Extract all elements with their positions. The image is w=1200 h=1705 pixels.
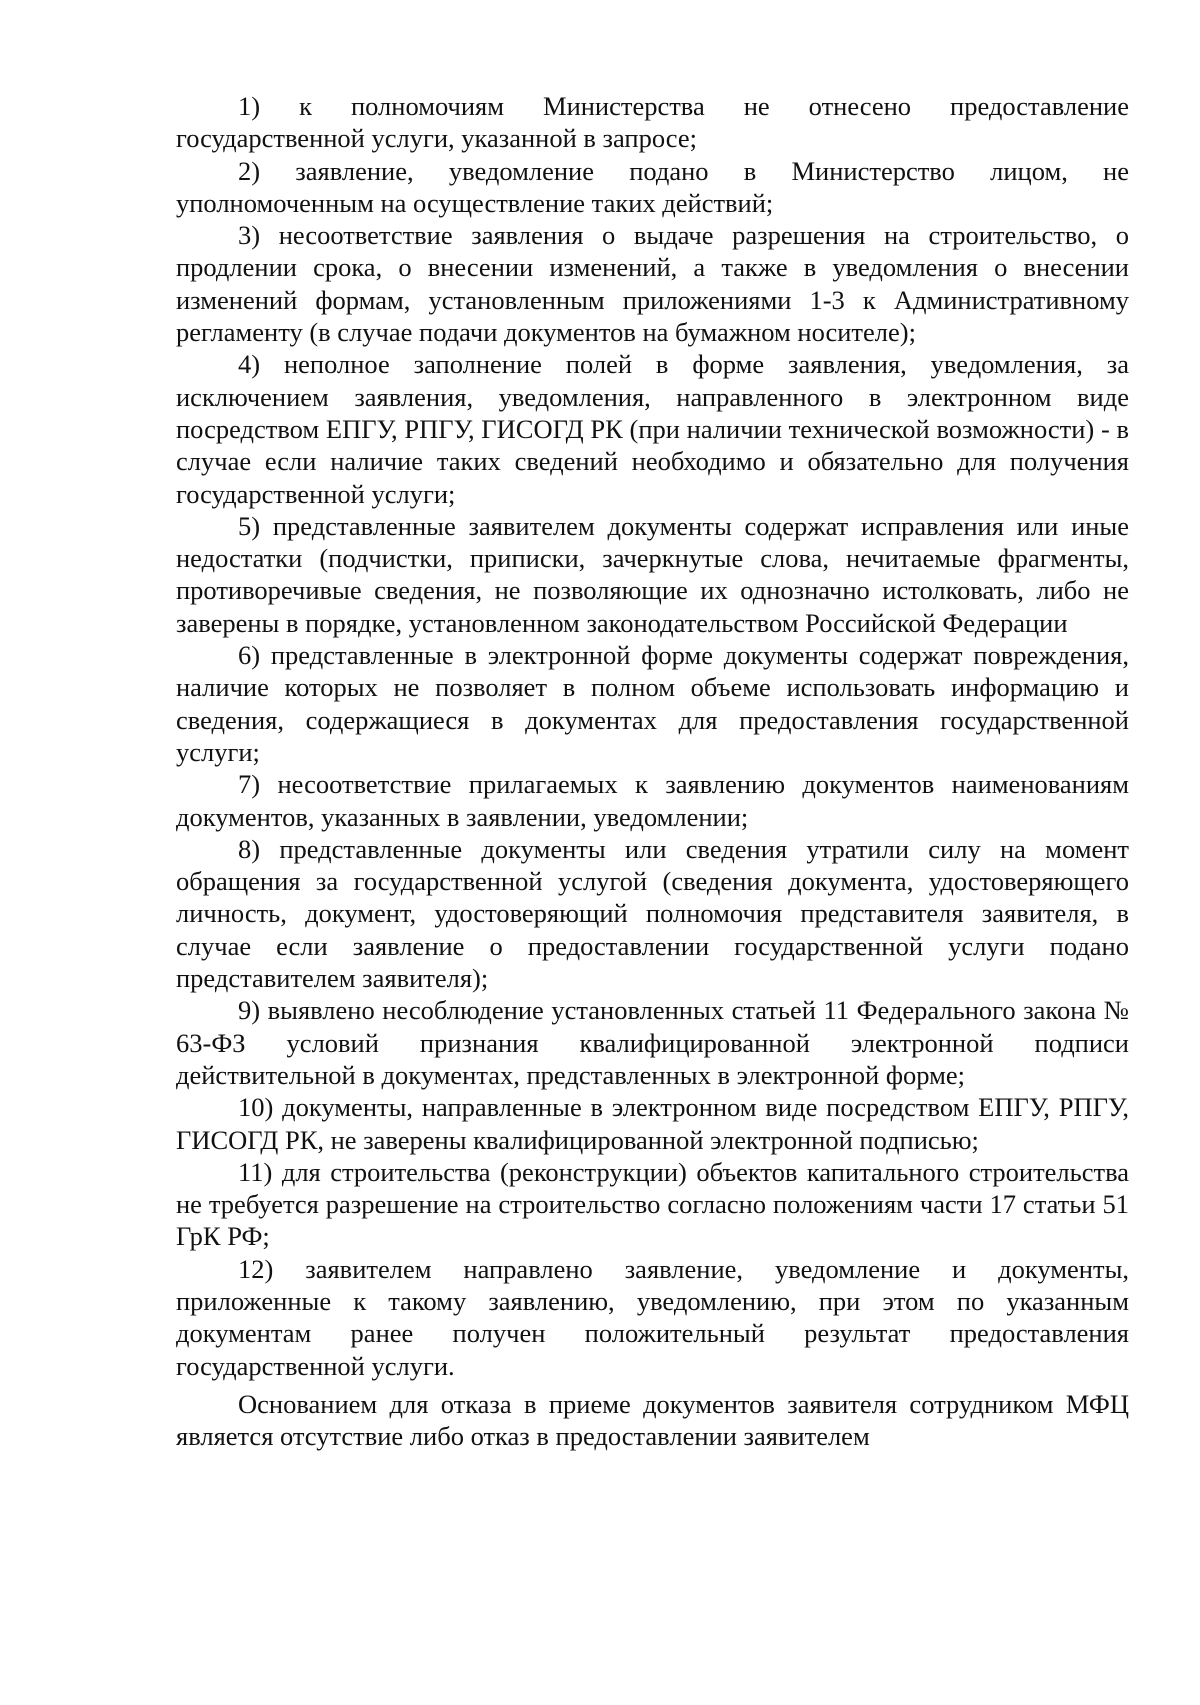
- list-item-7: 7) несоответствие прилагаемых к заявлению документов наименованиям документов, указанных в заявлении, уведомлении;: [176, 769, 1129, 832]
- list-item-5: 5) представленные заявителем документы содержат исправления или иные недостатки (подчистки, приписки, зачеркнутые слова, нечитаемые фрагменты, противоречивые сведения, не позволяющие их однозначно истолковать, либо не заверены в порядке, установленном законодательством Российской Федерации: [176, 510, 1129, 638]
- list-item-12: 12) заявителем направлено заявление, уведомление и документы, приложенные к такому заявлению, уведомлению, при этом по указанным документам ранее получен положительный результат предоставления государственной услуги.: [176, 1253, 1129, 1381]
- list-item-10: 10) документы, направленные в электронном виде посредством ЕПГУ, РПГУ, ГИСОГД РК, не заверены квалифицированной электронной подписью;: [176, 1092, 1129, 1155]
- list-item-11: 11) для строительства (реконструкции) объектов капитального строительства не требуется разрешение на строительство согласно положениям части 17 статьи 51 ГрК РФ;: [176, 1156, 1129, 1252]
- list-item-6: 6) представленные в электронной форме документы содержат повреждения, наличие которых не позволяет в полном объеме использовать информацию и сведения, содержащиеся в документах для предоставления государственной услуги;: [176, 640, 1129, 767]
- list-item-3: 3) несоответствие заявления о выдаче разрешения на строительство, о продлении срока, о внесении изменений, а также в уведомления о внесении изменений формам, установленным приложениями 1-3 к Административному регламенту (в случае подачи документов на бумажном носителе);: [176, 220, 1129, 348]
- closing-paragraph: Основанием для отказа в приеме документов заявителя сотрудником МФЦ является отсутствие либо отказ в предоставлении заявителем: [176, 1388, 1129, 1452]
- list-item-4: 4) неполное заполнение полей в форме заявления, уведомления, за исключением заявления, уведомления, направленного в электронном виде посредством ЕПГУ, РПГУ, ГИСОГД РК (при наличии технической возможности) - в случае если наличие таких сведений необходимо и обязательно для получения государственной услуги;: [176, 349, 1129, 509]
- list-item-1: 1) к полномочиям Министерства не отнесено предоставление государственной услуги, указанной в запросе;: [176, 91, 1129, 154]
- list-item-2: 2) заявление, уведомление подано в Министерство лицом, не уполномоченным на осуществление таких действий;: [176, 155, 1129, 218]
- document-body: [176, 90, 1129, 1452]
- list-item-8: 8) представленные документы или сведения утратили силу на момент обращения за государственной услугой (сведения документа, удостоверяющего личность, документ, удостоверяющий полномочия представителя заявителя, в случае если заявление о предоставлении государственной услуги подано представителем заявителя);: [176, 833, 1129, 994]
- list-item-9: 9) выявлено несоблюдение установленных статьей 11 Федерального закона № 63-ФЗ условий признания квалифицированной электронной подписи действительной в документах, представленных в электронной форме;: [176, 995, 1129, 1090]
